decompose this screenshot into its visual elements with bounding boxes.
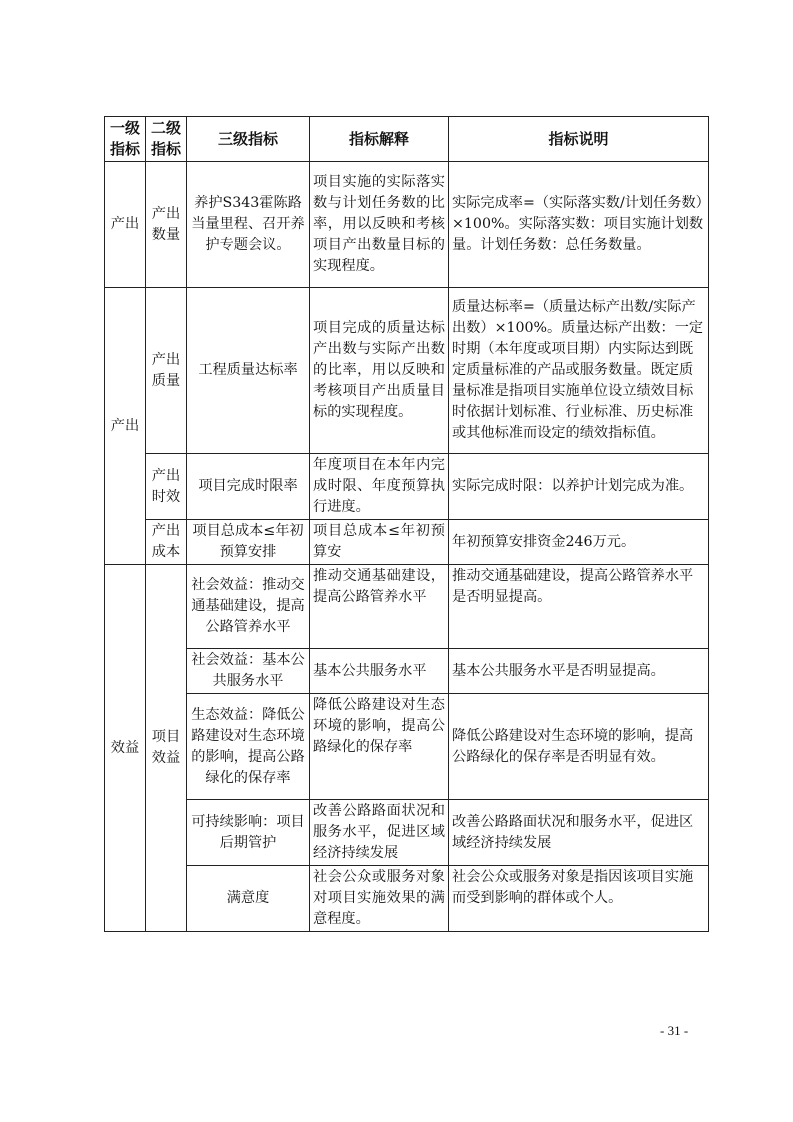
- level2-cell: 产出成本: [146, 520, 187, 565]
- table-row: [105, 520, 709, 565]
- note-cell: 推动交通基础建设，提高公路管养水平是否明显提高。: [449, 565, 709, 649]
- explain-cell: 项目实施的实际落实数与计划任务数的比率，用以反映和考核项目产出数量目标的实现程度。: [310, 162, 449, 288]
- table-row: [105, 866, 709, 932]
- level3-cell: 项目总成本≤年初预算安排: [187, 520, 310, 565]
- level1-cell: 效益: [105, 565, 146, 932]
- note-cell: 基本公共服务水平是否明显提高。: [449, 649, 709, 694]
- table-header-row: [105, 117, 709, 162]
- explain-cell: 降低公路建设对生态环境的影响，提高公路绿化的保存率: [310, 694, 449, 800]
- level1-cell: 产出: [105, 288, 146, 565]
- header-explain: 指标解释: [310, 117, 449, 162]
- table-row: [105, 162, 709, 288]
- level3-cell: 项目完成时限率: [187, 454, 310, 520]
- table-row: [105, 288, 709, 454]
- explain-cell: 社会公众或服务对象对项目实施效果的满意程度。: [310, 866, 449, 932]
- level3-cell: 可持续影响：项目后期管护: [187, 800, 310, 866]
- note-cell: 实际完成率=（实际落实数/计划任务数）×100%。实际落实数：项目实施计划数量。计划任务数：总任务数量。: [449, 162, 709, 288]
- level3-cell: 工程质量达标率: [187, 288, 310, 454]
- level3-cell: 生态效益：降低公路建设对生态环境的影响，提高公路绿化的保存率: [187, 694, 310, 800]
- page-number: - 31 -: [660, 1023, 689, 1038]
- explain-cell: 改善公路路面状况和服务水平，促进区域经济持续发展: [310, 800, 449, 866]
- table-row: [105, 649, 709, 694]
- note-cell: 实际完成时限：以养护计划完成为准。: [449, 454, 709, 520]
- level2-cell: 项目效益: [146, 565, 187, 932]
- header-level2: 二级指标: [146, 117, 187, 162]
- table-row: [105, 565, 709, 649]
- level3-cell: 养护S343霍陈路当量里程、召开养护专题会议。: [187, 162, 310, 288]
- table-row: [105, 694, 709, 800]
- level3-cell: 社会效益：推动交通基础建设，提高公路管养水平: [187, 565, 310, 649]
- table-row: [105, 454, 709, 520]
- note-cell: 质量达标率=（质量达标产出数/实际产出数）×100%。质量达标产出数：一定时期（本年度或项目期）内实际达到既定质量标准的产品或服务数量。既定质量标准是指项目实施单位设立绩效目标时依据计划标准、行业标准、历史标准或其他标准而设定的绩效指标值。: [449, 288, 709, 454]
- level2-cell: 产出数量: [146, 162, 187, 288]
- level2-cell: 产出质量: [146, 288, 187, 454]
- explain-cell: 推动交通基础建设，提高公路管养水平: [310, 565, 449, 649]
- note-cell: 年初预算安排资金246万元。: [449, 520, 709, 565]
- level2-cell: 产出时效: [146, 454, 187, 520]
- note-cell: 降低公路建设对生态环境的影响，提高公路绿化的保存率是否明显有效。: [449, 694, 709, 800]
- header-note: 指标说明: [449, 117, 709, 162]
- note-cell: 改善公路路面状况和服务水平，促进区域经济持续发展: [449, 800, 709, 866]
- note-cell: 社会公众或服务对象是指因该项目实施而受到影响的群体或个人。: [449, 866, 709, 932]
- explain-cell: 年度项目在本年内完成时限、年度预算执行进度。: [310, 454, 449, 520]
- level1-cell: 产出: [105, 162, 146, 288]
- header-level3: 三级指标: [187, 117, 310, 162]
- level3-cell: 社会效益：基本公共服务水平: [187, 649, 310, 694]
- header-level1: 一级指标: [105, 117, 146, 162]
- level3-cell: 满意度: [187, 866, 310, 932]
- explain-cell: 项目完成的质量达标产出数与实际产出数的比率，用以反映和考核项目产出质量目标的实现程度。: [310, 288, 449, 454]
- explain-cell: 基本公共服务水平: [310, 649, 449, 694]
- explain-cell: 项目总成本≤年初预算安: [310, 520, 449, 565]
- table-row: [105, 800, 709, 866]
- indicator-table: [104, 116, 709, 932]
